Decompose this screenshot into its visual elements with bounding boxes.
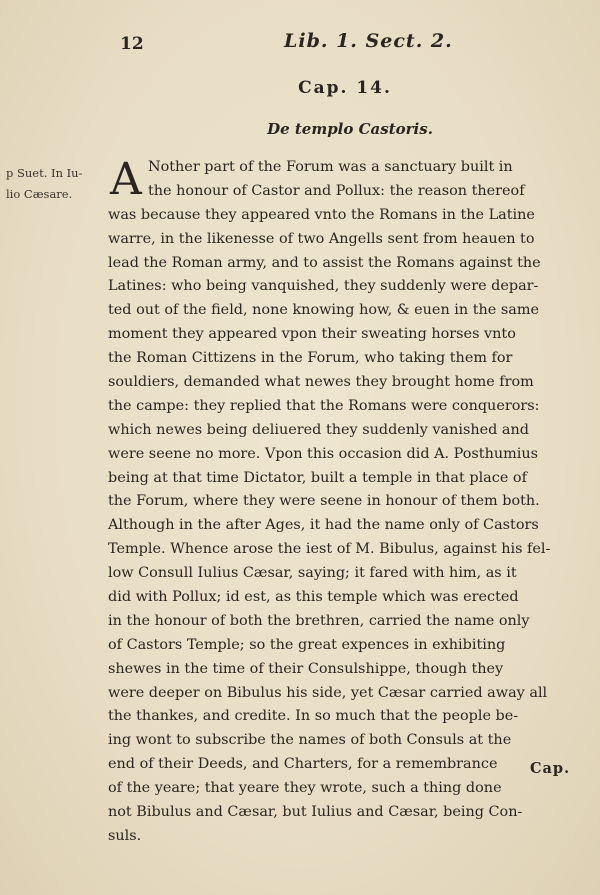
text-line: Latines: who being vanquished, they suddenly were depar- xyxy=(108,278,539,295)
body-text xyxy=(108,156,572,849)
chapter-title: Cap. 14. xyxy=(298,78,392,98)
text-line: the thankes, and credite. In so much that the people be- xyxy=(108,708,519,725)
page-number: 12 xyxy=(120,34,144,54)
text-line: which newes being deliuered they suddenly vanished and xyxy=(108,421,529,438)
text-line: did with Pollux; id est, as this temple which was erected xyxy=(108,589,519,606)
text-line: shewes in the time of their Consulshippe, though they xyxy=(108,660,504,677)
text-line: ing wont to subscribe the names of both Consuls at the xyxy=(108,732,512,749)
text-line: moment they appeared vpon their sweating horses vnto xyxy=(108,326,516,343)
margin-note-line: lio Cæsare. xyxy=(6,187,73,201)
text-line: in the honour of both the brethren, carried the name only xyxy=(108,612,530,629)
chapter-subtitle: De templo Castoris. xyxy=(267,120,433,138)
text-line: Temple. Whence arose the iest of M. Bibulus, against his fel- xyxy=(108,541,551,558)
drop-cap: A xyxy=(110,154,142,205)
text-line: of Castors Temple; so the great expences in exhibiting xyxy=(108,636,506,653)
text-line: the campe: they replied that the Romans were conquerors: xyxy=(108,397,540,414)
catchword: Cap. xyxy=(530,760,571,777)
text-line: Although in the after Ages, it had the name only of Castors xyxy=(108,517,539,534)
text-line: being at that time Dictator, built a temple in that place of xyxy=(108,469,527,486)
text-line: souldiers, demanded what newes they brought home from xyxy=(108,374,534,391)
text-line: lead the Roman army, and to assist the Romans against the xyxy=(108,254,541,271)
margin-note xyxy=(6,163,98,205)
text-line: ted out of the field, none knowing how, & euen in the same xyxy=(108,302,540,319)
text-line: the Roman Cittizens in the Forum, who taking them for xyxy=(108,350,513,367)
text-line: was because they appeared vnto the Romans in the Latine xyxy=(108,206,535,223)
text-line: were seene no more. Vpon this occasion did A. Posthumius xyxy=(108,445,539,462)
text-line: Nother part of the Forum was a sanctuary built in xyxy=(148,159,513,175)
text-line: end of their Deeds, and Charters, for a remembrance xyxy=(108,756,498,773)
text-line: the Forum, where they were seene in honour of them both. xyxy=(108,493,540,510)
margin-note-line: p Suet. In Iu- xyxy=(6,166,83,180)
text-line: were deeper on Bibulus his side, yet Cæsar carried away all xyxy=(108,684,548,701)
text-line: the honour of Castor and Pollux: the reason thereof xyxy=(148,182,525,199)
text-line: warre, in the likenesse of two Angells sent from heauen to xyxy=(108,230,535,247)
running-head: Lib. 1. Sect. 2. xyxy=(284,30,453,52)
text-line: not Bibulus and Cæsar, but Iulius and Cæsar, being Con- xyxy=(108,804,523,821)
text-line: of the yeare; that yeare they wrote, such a thing done xyxy=(108,780,502,797)
text-line: suls. xyxy=(108,827,142,844)
text-line: low Consull Iulius Cæsar, saying; it fared with him, as it xyxy=(108,565,517,582)
